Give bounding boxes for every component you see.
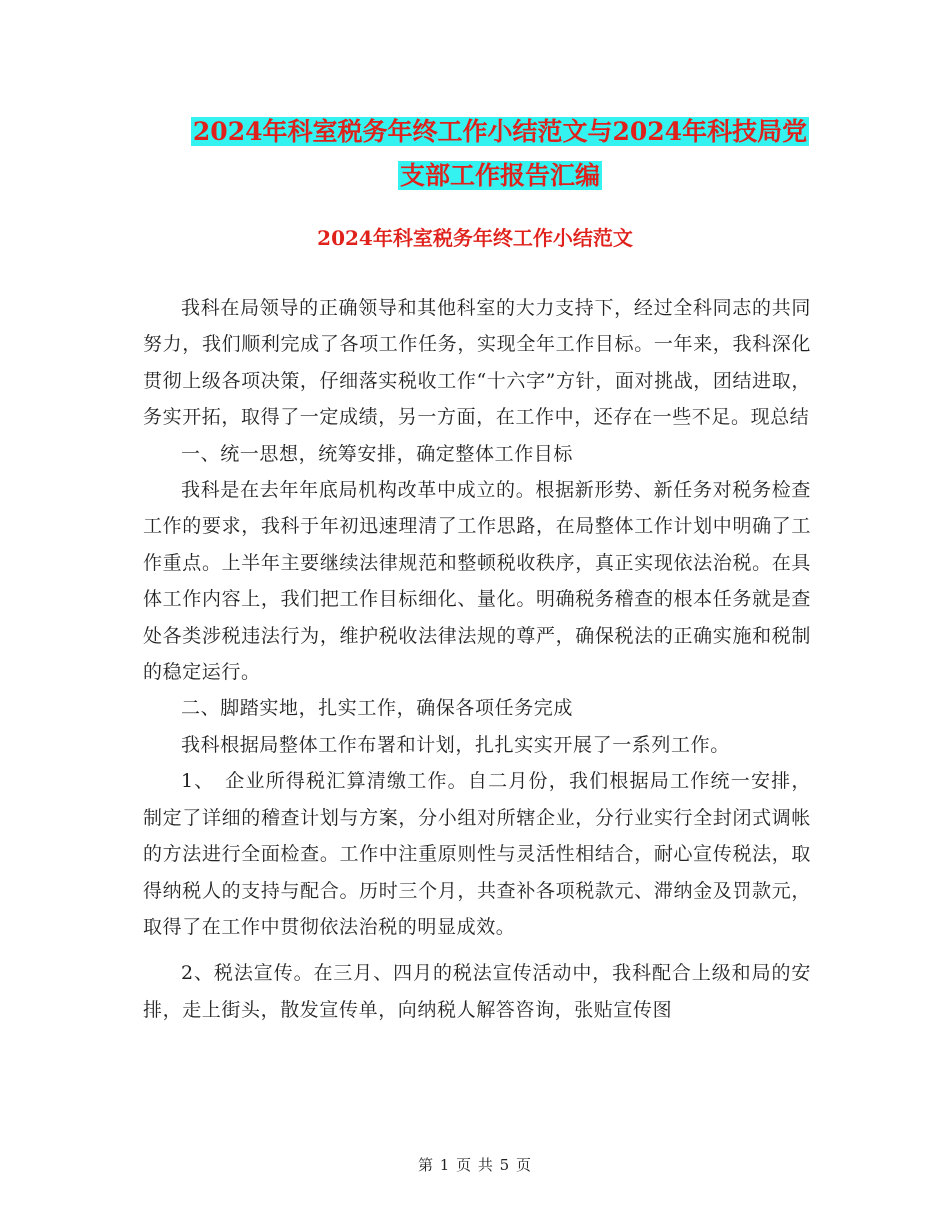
heading-one: 一、统一思想，统筹安排，确定整体工作目标 [181, 442, 574, 465]
document-title-text-1: 2024年科室税务年终工作小结范文与2024年科技局党 [192, 117, 808, 146]
document-title-line-2 [120, 154, 880, 198]
paragraph-intro: 我科在局领导的正确领导和其他科室的大力支持下，经过全科同志的共同努力，我们顺利完成了各项工作任务，实现全年工作目标。一年来，我科深化贯彻上级各项决策，仔细落实税收工作“十六字”方针，面对挑战，团结进取，务实开拓，取得了一定成绩，另一方面，在工作中，还存在一些不足。现总结 [143, 297, 811, 429]
document-body [143, 290, 811, 1028]
paragraph-section-two-intro: 我科根据局整体工作布署和计划，扎扎实实开展了一系列工作。 [181, 733, 730, 756]
page-footer: 第 1 页 共 5 页 [418, 1156, 532, 1174]
list-item-2: 2、税法宣传。在三月、四月的税法宣传活动中，我科配合上级和局的安排，走上街头，散发宣传单，向纳税人解答咨询，张贴宣传图 [143, 962, 811, 1021]
paragraph-section-one: 我科是在去年年底局机构改革中成立的。根据新形势、新任务对税务检查工作的要求，我科于年初迅速理清了工作思路，在局整体工作计划中明确了工作重点。上半年主要继续法律规范和整顿税收秩序，真正实现依法治税。在具体工作内容上，我们把工作目标细化、量化。明确税务稽查的根本任务就是查处各类涉税违法行为，维护税收法律法规的尊严，确保税法的正确实施和税制的稳定运行。 [143, 479, 811, 684]
section-title: 2024年科室税务年终工作小结范文 [317, 226, 633, 250]
list-item-1: 1、 企业所得税汇算清缴工作。自二月份，我们根据局工作统一安排，制定了详细的稽查计划与方案，分小组对所辖企业，分行业实行全封闭式调帐的方法进行全面检查。工作中注重原则性与灵活性相结合，耐心宣传税法，取得纳税人的支持与配合。历时三个月，共查补各项税款元、滞纳金及罚款元，取得了在工作中贯彻依法治税的明显成效。 [143, 770, 811, 938]
heading-two: 二、脚踏实地，扎实工作，确保各项任务完成 [181, 697, 574, 720]
document-title-text-2: 支部工作报告汇编 [399, 161, 600, 190]
document-title-line-1 [120, 110, 880, 154]
